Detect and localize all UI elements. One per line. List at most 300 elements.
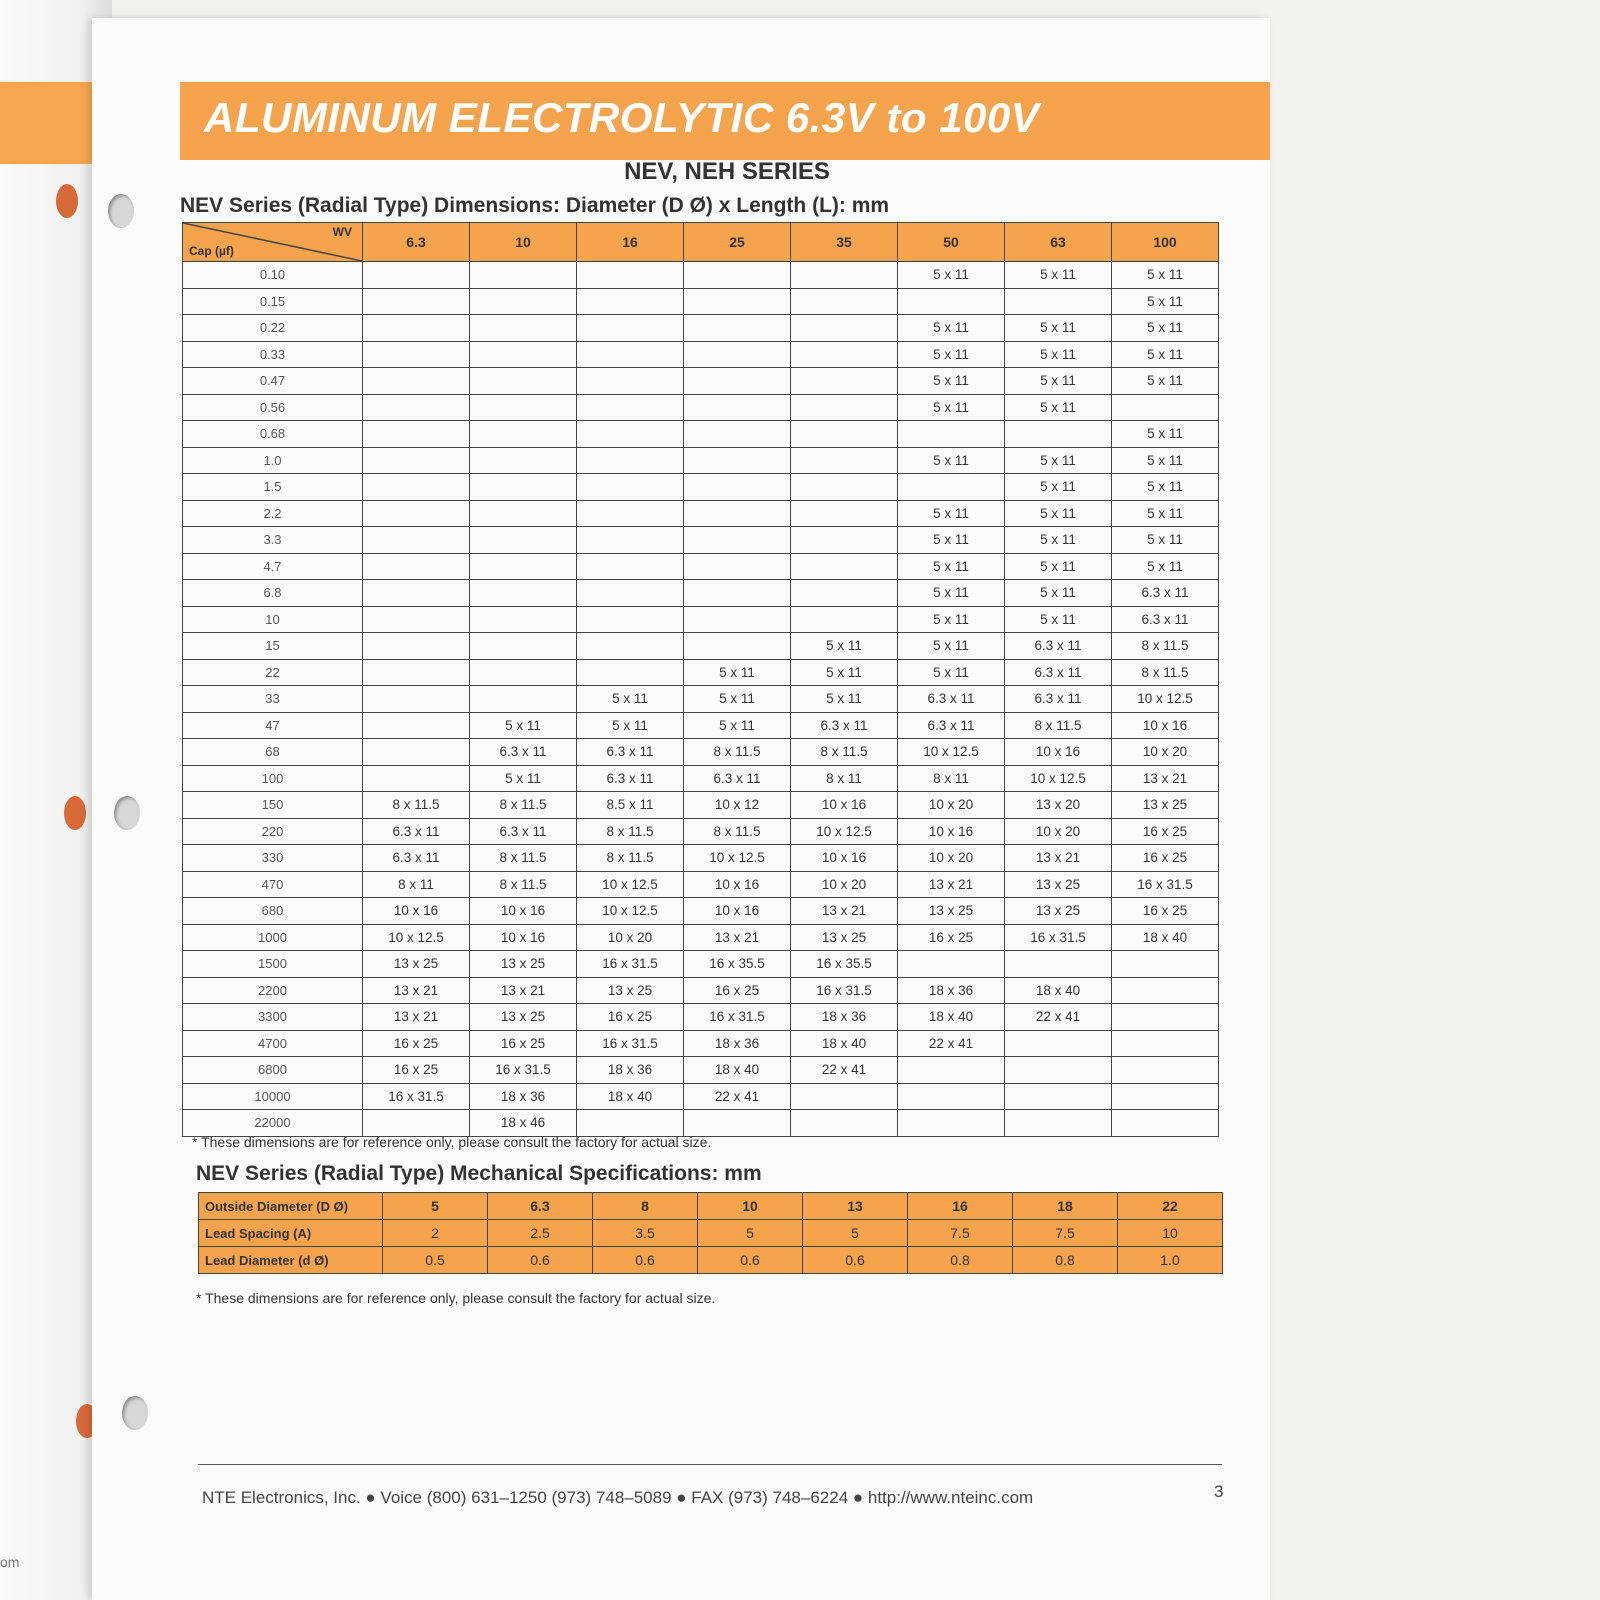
dimension-cell: 5 x 11 <box>898 580 1005 607</box>
dimension-cell: 10 x 20 <box>577 924 684 951</box>
dimension-cell: 10 x 16 <box>791 845 898 872</box>
table-row <box>183 500 1219 527</box>
table-row <box>183 288 1219 315</box>
dimension-cell: 13 x 25 <box>898 898 1005 925</box>
dimension-cell <box>363 288 470 315</box>
capacitance-cell: 680 <box>183 898 363 925</box>
dimension-cell <box>898 421 1005 448</box>
dimension-cell <box>791 394 898 421</box>
dimension-cell: 5 x 11 <box>1005 341 1112 368</box>
dimension-cell: 16 x 31.5 <box>1005 924 1112 951</box>
spec-value: 8 <box>593 1193 698 1220</box>
spec-value: 5 <box>383 1193 488 1220</box>
dimension-cell: 6.3 x 11 <box>1112 580 1219 607</box>
dimension-cell: 5 x 11 <box>1112 288 1219 315</box>
dimension-cell <box>791 262 898 289</box>
dimension-cell <box>470 341 577 368</box>
dimension-cell: 5 x 11 <box>1112 447 1219 474</box>
dimension-cell <box>470 315 577 342</box>
previous-page-banner <box>0 82 92 164</box>
dimension-cell <box>470 633 577 660</box>
dimension-cell: 8 x 11.5 <box>1005 712 1112 739</box>
dimension-cell: 5 x 11 <box>1112 368 1219 395</box>
dimension-cell <box>577 659 684 686</box>
capacitance-cell: 100 <box>183 765 363 792</box>
dimension-cell <box>684 500 791 527</box>
dimension-cell: 13 x 21 <box>684 924 791 951</box>
previous-page-punch-hole <box>64 796 86 830</box>
dimension-cell <box>577 527 684 554</box>
dimension-cell: 16 x 25 <box>898 924 1005 951</box>
dimension-cell: 10 x 16 <box>470 898 577 925</box>
dimension-cell: 6.3 x 11 <box>577 739 684 766</box>
dimension-cell <box>684 474 791 501</box>
dimension-cell <box>577 580 684 607</box>
dimension-cell <box>684 553 791 580</box>
dimension-cell <box>791 1083 898 1110</box>
dimension-cell <box>363 553 470 580</box>
dimension-cell <box>363 262 470 289</box>
dimension-cell: 5 x 11 <box>898 606 1005 633</box>
dimension-cell: 10 x 12.5 <box>1112 686 1219 713</box>
dimensions-note: * These dimensions are for reference only, please consult the factory for actual size. <box>192 1134 712 1150</box>
table-row <box>183 262 1219 289</box>
spec-value: 0.8 <box>908 1247 1013 1274</box>
spec-value: 3.5 <box>593 1220 698 1247</box>
dimension-cell: 13 x 21 <box>363 977 470 1004</box>
dimension-cell: 16 x 25 <box>1112 898 1219 925</box>
dimension-cell: 13 x 21 <box>898 871 1005 898</box>
dimension-cell: 6.3 x 11 <box>470 739 577 766</box>
dimension-cell <box>470 262 577 289</box>
capacitance-cell: 33 <box>183 686 363 713</box>
dimension-cell: 22 x 41 <box>791 1057 898 1084</box>
dimension-cell <box>577 606 684 633</box>
dimension-cell: 13 x 25 <box>470 1004 577 1031</box>
dimension-cell <box>470 421 577 448</box>
dimension-cell: 5 x 11 <box>1112 474 1219 501</box>
dimension-cell: 5 x 11 <box>898 553 1005 580</box>
dimension-cell: 16 x 25 <box>684 977 791 1004</box>
dimension-cell <box>791 606 898 633</box>
capacitance-cell: 1.5 <box>183 474 363 501</box>
dimension-cell <box>1112 1030 1219 1057</box>
dimension-cell <box>684 633 791 660</box>
dimension-cell: 13 x 25 <box>470 951 577 978</box>
spec-value: 10 <box>1118 1220 1223 1247</box>
dimension-cell <box>470 527 577 554</box>
dimension-cell: 16 x 31.5 <box>363 1083 470 1110</box>
dimension-cell: 8 x 11.5 <box>791 739 898 766</box>
dimension-cell: 6.3 x 11 <box>1005 686 1112 713</box>
dimension-cell <box>1005 288 1112 315</box>
dimension-cell <box>470 606 577 633</box>
dimension-cell: 6.3 x 11 <box>1005 633 1112 660</box>
table-row <box>183 580 1219 607</box>
dimension-cell: 5 x 11 <box>1112 262 1219 289</box>
capacitance-cell: 3300 <box>183 1004 363 1031</box>
spec-value: 0.6 <box>698 1247 803 1274</box>
dimension-cell: 16 x 31.5 <box>791 977 898 1004</box>
spec-label: Outside Diameter (D Ø) <box>199 1193 383 1220</box>
dimension-cell: 5 x 11 <box>684 712 791 739</box>
dimension-cell <box>684 315 791 342</box>
dimension-cell: 10 x 16 <box>1112 712 1219 739</box>
dimension-cell: 10 x 12.5 <box>363 924 470 951</box>
dimension-cell: 5 x 11 <box>1005 474 1112 501</box>
dimension-cell: 5 x 11 <box>898 633 1005 660</box>
dimension-cell: 18 x 46 <box>470 1110 577 1137</box>
dimension-cell <box>577 1110 684 1137</box>
table-row <box>183 845 1219 872</box>
dimension-cell: 10 x 16 <box>470 924 577 951</box>
dimension-cell <box>684 341 791 368</box>
dimension-cell: 18 x 40 <box>1005 977 1112 1004</box>
dimension-cell <box>577 553 684 580</box>
table-row <box>183 553 1219 580</box>
dimension-cell: 5 x 11 <box>1112 553 1219 580</box>
dimension-cell <box>470 394 577 421</box>
dimension-cell: 6.3 x 11 <box>791 712 898 739</box>
table-row <box>183 394 1219 421</box>
voltage-header: 63 <box>1005 223 1112 262</box>
previous-page-punch-hole <box>56 184 78 218</box>
capacitance-cell: 68 <box>183 739 363 766</box>
dimension-cell <box>1112 977 1219 1004</box>
dimension-cell: 10 x 20 <box>898 845 1005 872</box>
capacitance-cell: 330 <box>183 845 363 872</box>
dimension-cell: 8 x 11.5 <box>577 818 684 845</box>
capacitance-cell: 220 <box>183 818 363 845</box>
banner-title: ALUMINUM ELECTROLYTIC 6.3V to 100V <box>204 94 1040 141</box>
dimension-cell: 5 x 11 <box>1112 341 1219 368</box>
capacitance-cell: 1500 <box>183 951 363 978</box>
dimension-cell <box>684 262 791 289</box>
footer-rule <box>198 1464 1222 1465</box>
dimension-cell: 5 x 11 <box>791 686 898 713</box>
table-row <box>183 527 1219 554</box>
dimension-cell: 13 x 21 <box>470 977 577 1004</box>
capacitance-cell: 10000 <box>183 1083 363 1110</box>
dimension-cell <box>470 500 577 527</box>
dimension-cell <box>791 341 898 368</box>
spec-value: 6.3 <box>488 1193 593 1220</box>
dimension-cell: 6.3 x 11 <box>470 818 577 845</box>
capacitance-cell: 4.7 <box>183 553 363 580</box>
dimension-cell: 5 x 11 <box>1005 500 1112 527</box>
table-row <box>183 712 1219 739</box>
dimension-cell <box>363 368 470 395</box>
dimension-cell: 10 x 12.5 <box>1005 765 1112 792</box>
dimension-cell: 5 x 11 <box>1112 315 1219 342</box>
dimension-cell <box>363 421 470 448</box>
capacitance-cell: 470 <box>183 871 363 898</box>
dimension-cell <box>577 633 684 660</box>
dimension-cell: 5 x 11 <box>1005 368 1112 395</box>
dimension-cell <box>684 580 791 607</box>
dimension-cell: 18 x 40 <box>791 1030 898 1057</box>
dimension-cell: 16 x 31.5 <box>1112 871 1219 898</box>
dimension-cell <box>684 368 791 395</box>
spec-value: 2 <box>383 1220 488 1247</box>
dimension-cell: 5 x 11 <box>1005 394 1112 421</box>
spec-value: 16 <box>908 1193 1013 1220</box>
dimension-cell: 5 x 11 <box>898 659 1005 686</box>
dimension-cell <box>363 527 470 554</box>
dimension-cell: 18 x 40 <box>577 1083 684 1110</box>
dimension-cell <box>898 1057 1005 1084</box>
dimension-cell: 16 x 35.5 <box>684 951 791 978</box>
dimension-cell: 18 x 36 <box>684 1030 791 1057</box>
dimension-cell: 5 x 11 <box>1112 527 1219 554</box>
mechanical-body <box>199 1193 1223 1274</box>
dimension-cell: 5 x 11 <box>898 447 1005 474</box>
spec-value: 5 <box>803 1220 908 1247</box>
dimension-cell: 16 x 35.5 <box>791 951 898 978</box>
table-row <box>183 818 1219 845</box>
dimension-cell <box>684 421 791 448</box>
dimension-cell: 5 x 11 <box>1005 315 1112 342</box>
dimension-cell: 16 x 25 <box>363 1030 470 1057</box>
capacitance-cell: 0.33 <box>183 341 363 368</box>
dimension-cell <box>898 1083 1005 1110</box>
spec-value: 0.6 <box>803 1247 908 1274</box>
dimension-cell <box>684 606 791 633</box>
dimension-cell <box>363 315 470 342</box>
dimension-cell <box>363 765 470 792</box>
dimension-cell: 5 x 11 <box>684 686 791 713</box>
dimension-cell: 22 x 41 <box>1005 1004 1112 1031</box>
dimension-cell: 5 x 11 <box>1005 262 1112 289</box>
dimension-cell <box>1005 421 1112 448</box>
dimension-cell: 18 x 36 <box>791 1004 898 1031</box>
title-banner <box>180 82 1270 160</box>
table-row <box>183 315 1219 342</box>
dimension-cell <box>791 421 898 448</box>
dimension-cell <box>363 500 470 527</box>
dimension-cell: 16 x 25 <box>1112 845 1219 872</box>
table-row <box>183 606 1219 633</box>
punch-hole <box>108 194 134 228</box>
dimension-cell: 16 x 25 <box>1112 818 1219 845</box>
dimension-cell: 18 x 40 <box>684 1057 791 1084</box>
dimension-cell: 8 x 11.5 <box>363 792 470 819</box>
dimension-cell: 10 x 16 <box>363 898 470 925</box>
dimension-cell: 5 x 11 <box>898 368 1005 395</box>
dimension-cell: 6.3 x 11 <box>898 712 1005 739</box>
dimension-cell <box>363 1110 470 1137</box>
dimension-cell <box>577 341 684 368</box>
capacitance-cell: 10 <box>183 606 363 633</box>
dimensions-title: NEV Series (Radial Type) Dimensions: Diameter (D Ø) x Length (L): mm <box>180 194 890 217</box>
dimension-cell: 5 x 11 <box>470 765 577 792</box>
spec-value: 7.5 <box>1013 1220 1118 1247</box>
dimension-cell: 16 x 31.5 <box>577 1030 684 1057</box>
dimension-cell <box>791 315 898 342</box>
spec-value: 7.5 <box>908 1220 1013 1247</box>
spec-value: 13 <box>803 1193 908 1220</box>
spec-value: 5 <box>698 1220 803 1247</box>
dimension-cell <box>1005 951 1112 978</box>
dimension-cell: 5 x 11 <box>470 712 577 739</box>
dimension-cell <box>470 288 577 315</box>
spec-value: 22 <box>1118 1193 1223 1220</box>
punch-hole <box>114 796 140 830</box>
cap-label: Cap (µf) <box>189 244 234 258</box>
dimension-cell: 5 x 11 <box>1005 447 1112 474</box>
dimension-cell: 16 x 31.5 <box>577 951 684 978</box>
dimension-cell <box>363 474 470 501</box>
dimension-cell <box>1112 1083 1219 1110</box>
dimension-cell: 8.5 x 11 <box>577 792 684 819</box>
dimension-cell: 5 x 11 <box>791 659 898 686</box>
table-row <box>199 1193 1223 1220</box>
dimensions-body <box>183 262 1219 1137</box>
dimension-cell <box>1005 1030 1112 1057</box>
dimension-cell <box>470 580 577 607</box>
dimension-cell: 13 x 25 <box>363 951 470 978</box>
capacitance-cell: 1000 <box>183 924 363 951</box>
dimension-cell: 13 x 21 <box>1005 845 1112 872</box>
dimension-cell <box>363 686 470 713</box>
spec-value: 18 <box>1013 1193 1118 1220</box>
dimension-cell <box>577 500 684 527</box>
table-row <box>183 924 1219 951</box>
dimension-cell: 5 x 11 <box>1005 606 1112 633</box>
dimension-cell <box>791 580 898 607</box>
table-row <box>183 686 1219 713</box>
dimension-cell <box>577 421 684 448</box>
dimension-cell <box>470 447 577 474</box>
dimension-cell: 5 x 11 <box>898 394 1005 421</box>
dimension-cell: 8 x 11 <box>363 871 470 898</box>
spec-value: 0.8 <box>1013 1247 1118 1274</box>
dimension-cell <box>1005 1057 1112 1084</box>
spec-value: 2.5 <box>488 1220 593 1247</box>
dimension-cell: 10 x 16 <box>684 871 791 898</box>
dimension-cell <box>684 1110 791 1137</box>
table-row <box>183 951 1219 978</box>
dimension-cell <box>1112 394 1219 421</box>
table-row <box>183 447 1219 474</box>
dimension-cell <box>791 527 898 554</box>
dimension-cell <box>363 739 470 766</box>
table-row <box>183 1110 1219 1137</box>
dimension-cell: 13 x 20 <box>1005 792 1112 819</box>
dimensions-table <box>182 222 1219 1137</box>
page-number: 3 <box>1214 1482 1224 1501</box>
spec-value: 10 <box>698 1193 803 1220</box>
dimension-cell <box>363 606 470 633</box>
capacitance-cell: 0.15 <box>183 288 363 315</box>
dimension-cell: 8 x 11.5 <box>577 845 684 872</box>
voltage-header: 25 <box>684 223 791 262</box>
dimension-cell: 6.3 x 11 <box>363 818 470 845</box>
dimension-cell: 13 x 25 <box>1005 871 1112 898</box>
voltage-header: 50 <box>898 223 1005 262</box>
dimension-cell: 18 x 36 <box>470 1083 577 1110</box>
table-row <box>183 1004 1219 1031</box>
table-row <box>183 633 1219 660</box>
capacitance-cell: 6800 <box>183 1057 363 1084</box>
dimension-cell: 18 x 40 <box>1112 924 1219 951</box>
table-row <box>183 421 1219 448</box>
table-row <box>183 341 1219 368</box>
dimension-cell: 6.3 x 11 <box>1005 659 1112 686</box>
table-row <box>183 368 1219 395</box>
dimension-cell: 10 x 16 <box>1005 739 1112 766</box>
dimension-cell: 18 x 36 <box>577 1057 684 1084</box>
dimension-cell <box>1112 951 1219 978</box>
dimension-cell: 10 x 12 <box>684 792 791 819</box>
voltage-header: 6.3 <box>363 223 470 262</box>
spec-value: 0.6 <box>488 1247 593 1274</box>
capacitance-cell: 2.2 <box>183 500 363 527</box>
dimension-cell: 5 x 11 <box>1112 421 1219 448</box>
dimension-cell: 10 x 12.5 <box>791 818 898 845</box>
dimension-cell: 8 x 11 <box>898 765 1005 792</box>
dimension-cell: 10 x 20 <box>1005 818 1112 845</box>
mechanical-title: NEV Series (Radial Type) Mechanical Specifications: mm <box>196 1162 762 1185</box>
table-row <box>199 1220 1223 1247</box>
capacitance-cell: 22 <box>183 659 363 686</box>
voltage-header: 100 <box>1112 223 1219 262</box>
dimension-cell: 10 x 16 <box>898 818 1005 845</box>
capacitance-cell: 6.8 <box>183 580 363 607</box>
dimension-cell <box>791 553 898 580</box>
dimension-cell <box>898 288 1005 315</box>
capacitance-cell: 22000 <box>183 1110 363 1137</box>
dimension-cell: 5 x 11 <box>898 527 1005 554</box>
capacitance-cell: 0.10 <box>183 262 363 289</box>
dimension-cell: 5 x 11 <box>577 712 684 739</box>
dimension-cell: 10 x 20 <box>898 792 1005 819</box>
spec-label: Lead Diameter (d Ø) <box>199 1247 383 1274</box>
dimension-cell <box>363 580 470 607</box>
dimension-cell: 5 x 11 <box>1005 553 1112 580</box>
dimension-cell <box>791 447 898 474</box>
dimension-cell: 16 x 31.5 <box>684 1004 791 1031</box>
mechanical-note: * These dimensions are for reference only, please consult the factory for actual size. <box>196 1290 716 1306</box>
dimension-cell: 16 x 25 <box>363 1057 470 1084</box>
dimension-cell <box>363 447 470 474</box>
capacitance-cell: 0.56 <box>183 394 363 421</box>
dimension-cell: 22 x 41 <box>898 1030 1005 1057</box>
footer-contact: NTE Electronics, Inc. ● Voice (800) 631–1250 (973) 748–5089 ● FAX (973) 748–6224 ● http://www.nteinc.com <box>202 1488 1034 1507</box>
dimension-cell: 13 x 21 <box>363 1004 470 1031</box>
dimension-cell: 5 x 11 <box>898 341 1005 368</box>
dimension-cell <box>577 368 684 395</box>
dimension-cell <box>898 951 1005 978</box>
voltage-header: 16 <box>577 223 684 262</box>
dimension-cell: 10 x 20 <box>791 871 898 898</box>
dimension-cell <box>684 394 791 421</box>
dimension-cell <box>470 368 577 395</box>
dimension-cell <box>577 474 684 501</box>
dimension-cell <box>791 500 898 527</box>
dimension-cell <box>470 474 577 501</box>
dimension-cell: 10 x 12.5 <box>684 845 791 872</box>
table-row <box>183 739 1219 766</box>
dimension-cell <box>577 315 684 342</box>
dimension-cell <box>1005 1083 1112 1110</box>
dimension-cell: 5 x 11 <box>898 315 1005 342</box>
capacitance-cell: 0.68 <box>183 421 363 448</box>
series-title: NEV, NEH SERIES <box>624 158 830 185</box>
dimension-cell: 8 x 11.5 <box>470 871 577 898</box>
dimension-cell <box>470 686 577 713</box>
dimension-cell: 6.3 x 11 <box>684 765 791 792</box>
